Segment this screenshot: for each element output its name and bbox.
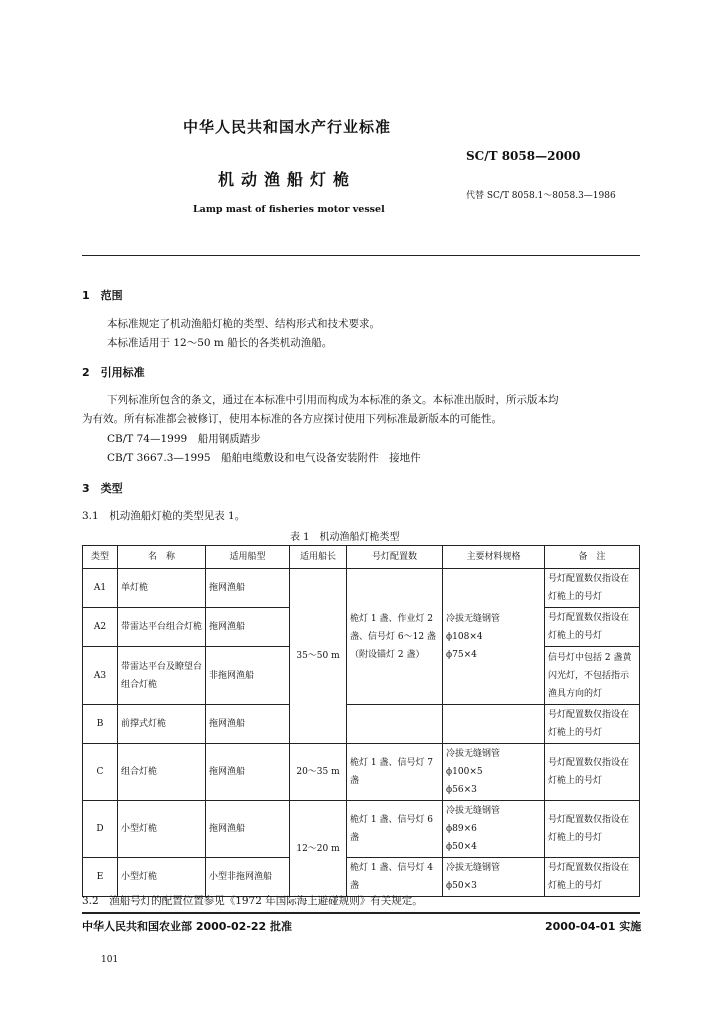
name-cell: 小型灯桅 <box>118 858 206 897</box>
lights-cell: 桅灯 1 盏、信号灯 4 盏 <box>347 858 443 897</box>
lights-cell: 桅灯 1 盏、信号灯 6 盏 <box>347 801 443 858</box>
material-line: ϕ108×4 <box>446 631 483 642</box>
clause-3-2: 3.2 渔船号灯的配置位置参见《1972 年国际海上避碰规则》有关规定。 <box>82 895 423 907</box>
remark-cell: 信号灯中包括 2 盏黄闪光灯，不包括指示渔具方向的灯 <box>545 647 640 705</box>
material-cell <box>443 801 545 858</box>
reference-item: CB/T 74—1999 船用钢质踏步 <box>107 433 261 445</box>
table-caption: 表 1 机动渔船灯桅类型 <box>290 532 400 543</box>
type-cell: A3 <box>83 647 118 705</box>
type-cell: E <box>83 858 118 897</box>
type-cell: B <box>83 705 118 744</box>
lights-cell: 桅灯 1 盏、信号灯 7 盏 <box>347 744 443 801</box>
table-row <box>83 744 640 801</box>
material-line: 冷拔无缝钢管 <box>446 749 501 759</box>
name-cell: 前撑式灯桅 <box>118 705 206 744</box>
name-cell: 单灯桅 <box>118 569 206 608</box>
column-header: 名 称 <box>118 546 206 569</box>
material-cell <box>443 858 545 897</box>
lights-cell: 桅灯 1 盏、作业灯 2 盏、信号灯 6～12 盏（附设锚灯 2 盏） <box>347 569 443 705</box>
vessel-cell: 拖网渔船 <box>206 744 290 801</box>
section-2-heading: 2 引用标准 <box>82 366 145 379</box>
issuing-organization: 中华人民共和国水产行业标准 <box>183 118 392 136</box>
type-cell: A1 <box>83 569 118 608</box>
remark-cell: 号灯配置数仅指设在灯桅上的号灯 <box>545 608 640 647</box>
vessel-cell: 拖网渔船 <box>206 569 290 608</box>
table-row <box>83 569 640 608</box>
table-header-row <box>83 546 640 569</box>
vessel-cell: 非拖网渔船 <box>206 647 290 705</box>
vessel-cell: 拖网渔船 <box>206 801 290 858</box>
header-divider <box>82 255 640 256</box>
section-1-heading: 1 范围 <box>82 289 123 302</box>
name-cell: 带雷达平台组合灯桅 <box>118 608 206 647</box>
section-2-paragraph: 为有效。所有标准都会被修订，使用本标准的各方应探讨使用下列标准最新版本的可能性。 <box>82 413 502 425</box>
effective-date: 2000-04-01 实施 <box>545 920 642 933</box>
material-line: ϕ100×5 <box>446 767 483 777</box>
name-cell: 组合灯桅 <box>118 744 206 801</box>
column-header: 主要材料规格 <box>443 546 545 569</box>
material-line: 冷拔无缝钢管 <box>446 613 501 624</box>
table-row <box>83 705 640 744</box>
material-line: ϕ50×4 <box>446 842 477 852</box>
name-cell: 带雷达平台及瞭望台组合灯桅 <box>118 647 206 705</box>
standard-code: SC/T 8058—2000 <box>466 149 581 163</box>
length-cell: 35～50 m <box>290 569 347 744</box>
lamp-mast-types-table <box>82 545 640 897</box>
type-cell: C <box>83 744 118 801</box>
length-cell: 12～20 m <box>290 801 347 897</box>
material-cell <box>443 569 545 705</box>
material-line: 冷拔无缝钢管 <box>446 806 501 816</box>
material-line: ϕ56×3 <box>446 785 477 795</box>
type-cell: D <box>83 801 118 858</box>
clause-3-1: 3.1 机动渔船灯桅的类型见表 1。 <box>82 510 246 522</box>
type-cell: A2 <box>83 608 118 647</box>
reference-item: CB/T 3667.3—1995 船舶电缆敷设和电气设备安装附件 接地件 <box>107 452 421 464</box>
remark-cell: 号灯配置数仅指设在灯桅上的号灯 <box>545 569 640 608</box>
section-1-paragraph: 本标准适用于 12～50 m 船长的各类机动渔船。 <box>107 337 333 349</box>
table-row <box>83 858 640 897</box>
column-header: 适用船长 <box>290 546 347 569</box>
remark-cell: 号灯配置数仅指设在灯桅上的号灯 <box>545 744 640 801</box>
remark-cell: 号灯配置数仅指设在灯桅上的号灯 <box>545 705 640 744</box>
material-line: ϕ89×6 <box>446 824 477 834</box>
remark-cell: 号灯配置数仅指设在灯桅上的号灯 <box>545 858 640 897</box>
material-cell <box>443 705 545 744</box>
approval-line: 中华人民共和国农业部 2000-02-22 批准 <box>82 920 293 933</box>
section-1-paragraph: 本标准规定了机动渔船灯桅的类型、结构形式和技术要求。 <box>107 318 380 330</box>
table-row <box>83 801 640 858</box>
vessel-cell: 拖网渔船 <box>206 705 290 744</box>
section-2-paragraph: 下列标准所包含的条文，通过在本标准中引用而构成为本标准的条文。本标准出版时，所示版本均 <box>107 394 559 406</box>
length-cell: 20～35 m <box>290 744 347 801</box>
material-line: 冷拔无缝钢管 <box>446 863 501 873</box>
replaces-note: 代替 SC/T 8058.1～8058.3—1986 <box>466 191 616 201</box>
footer-divider <box>82 912 640 914</box>
lights-cell <box>347 705 443 744</box>
vessel-cell: 小型非拖网渔船 <box>206 858 290 897</box>
document-title: 机动渔船灯桅 <box>218 170 357 189</box>
column-header: 号灯配置数 <box>347 546 443 569</box>
material-line: ϕ50×3 <box>446 881 477 891</box>
column-header: 类型 <box>83 546 118 569</box>
english-title: Lamp mast of fisheries motor vessel <box>193 204 385 215</box>
material-cell <box>443 744 545 801</box>
section-3-heading: 3 类型 <box>82 482 123 495</box>
vessel-cell: 拖网渔船 <box>206 608 290 647</box>
material-line: ϕ75×4 <box>446 649 477 660</box>
name-cell: 小型灯桅 <box>118 801 206 858</box>
column-header: 备 注 <box>545 546 640 569</box>
page-number: 101 <box>101 955 119 965</box>
column-header: 适用船型 <box>206 546 290 569</box>
remark-cell: 号灯配置数仅指设在灯桅上的号灯 <box>545 801 640 858</box>
